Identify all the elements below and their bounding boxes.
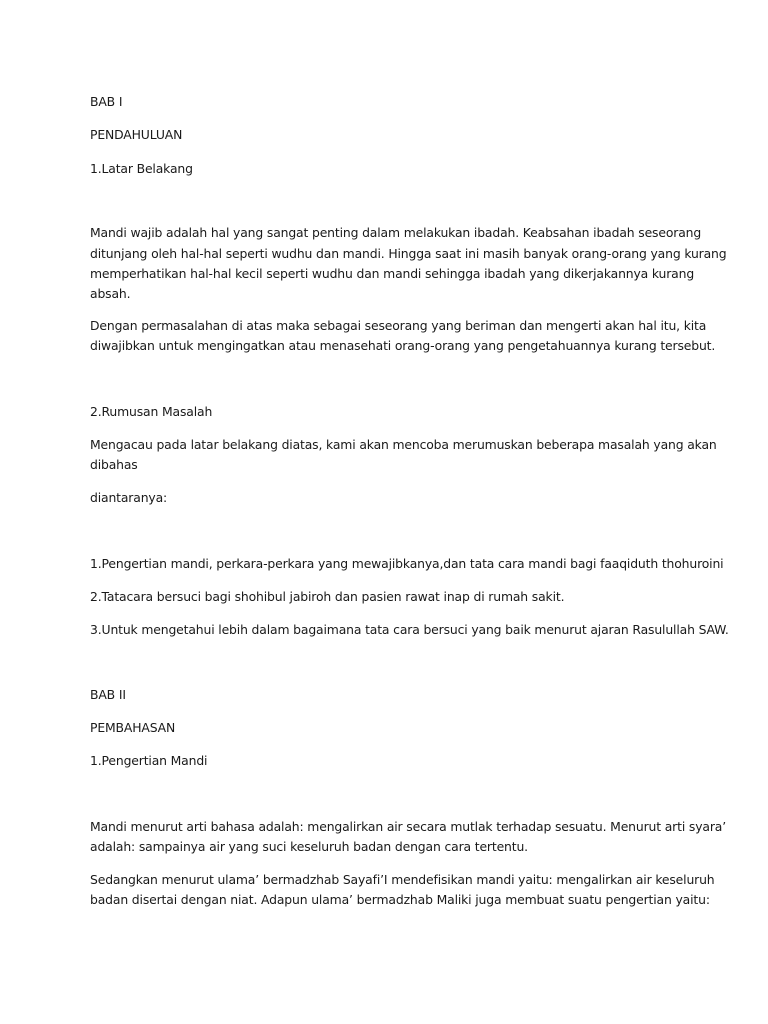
- paragraph-line: badan disertai dengan niat. Adapun ulama’ bermadzhab Maliki juga membuat suatu pengertian yaitu:: [90, 892, 710, 907]
- section-heading: 2.Rumusan Masalah: [90, 404, 213, 419]
- paragraph-line: Sedangkan menurut ulama’ bermadzhab Sayafi’I mendefisikan mandi yaitu: mengalirkan air keseluruh: [90, 872, 715, 887]
- paragraph-line: adalah: sampainya air yang suci keseluruh badan dengan cara tertentu.: [90, 839, 528, 854]
- section-heading: 1.Latar Belakang: [90, 161, 193, 176]
- chapter-label: BAB II: [90, 687, 126, 702]
- paragraph-line: Mandi menurut arti bahasa adalah: mengalirkan air secara mutlak terhadap sesuatu. Menurut arti syara’: [90, 819, 727, 834]
- paragraph-line: ditunjang oleh hal-hal seperti wudhu dan mandi. Hingga saat ini masih banyak orang-orang yang kurang: [90, 246, 727, 261]
- paragraph-line: diwajibkan untuk mengingatkan atau menasehati orang-orang yang pengetahuannya kurang tersebut.: [90, 338, 716, 353]
- paragraph-line: dibahas: [90, 457, 138, 472]
- section-heading: 1.Pengertian Mandi: [90, 753, 208, 768]
- paragraph-line: diantaranya:: [90, 490, 168, 505]
- list-item: 1.Pengertian mandi, perkara-perkara yang mewajibkanya,dan tata cara mandi bagi faaqiduth thohuroini: [90, 556, 724, 571]
- chapter-title: PENDAHULUAN: [90, 127, 183, 142]
- paragraph-line: Mandi wajib adalah hal yang sangat penting dalam melakukan ibadah. Keabsahan ibadah seseorang: [90, 225, 702, 240]
- chapter-label: BAB I: [90, 94, 123, 109]
- list-item: 2.Tatacara bersuci bagi shohibul jabiroh dan pasien rawat inap di rumah sakit.: [90, 589, 565, 604]
- paragraph-line: Mengacau pada latar belakang diatas, kami akan mencoba merumuskan beberapa masalah yang akan: [90, 437, 717, 452]
- paragraph-line: absah.: [90, 286, 131, 301]
- paragraph-line: memperhatikan hal-hal kecil seperti wudhu dan mandi sehingga ibadah yang dikerjakannya kurang: [90, 266, 695, 281]
- paragraph-line: Dengan permasalahan di atas maka sebagai seseorang yang beriman dan mengerti akan hal itu, kita: [90, 318, 707, 333]
- list-item: 3.Untuk mengetahui lebih dalam bagaimana tata cara bersuci yang baik menurut ajaran Rasulullah SAW.: [90, 622, 729, 637]
- chapter-title: PEMBAHASAN: [90, 720, 176, 735]
